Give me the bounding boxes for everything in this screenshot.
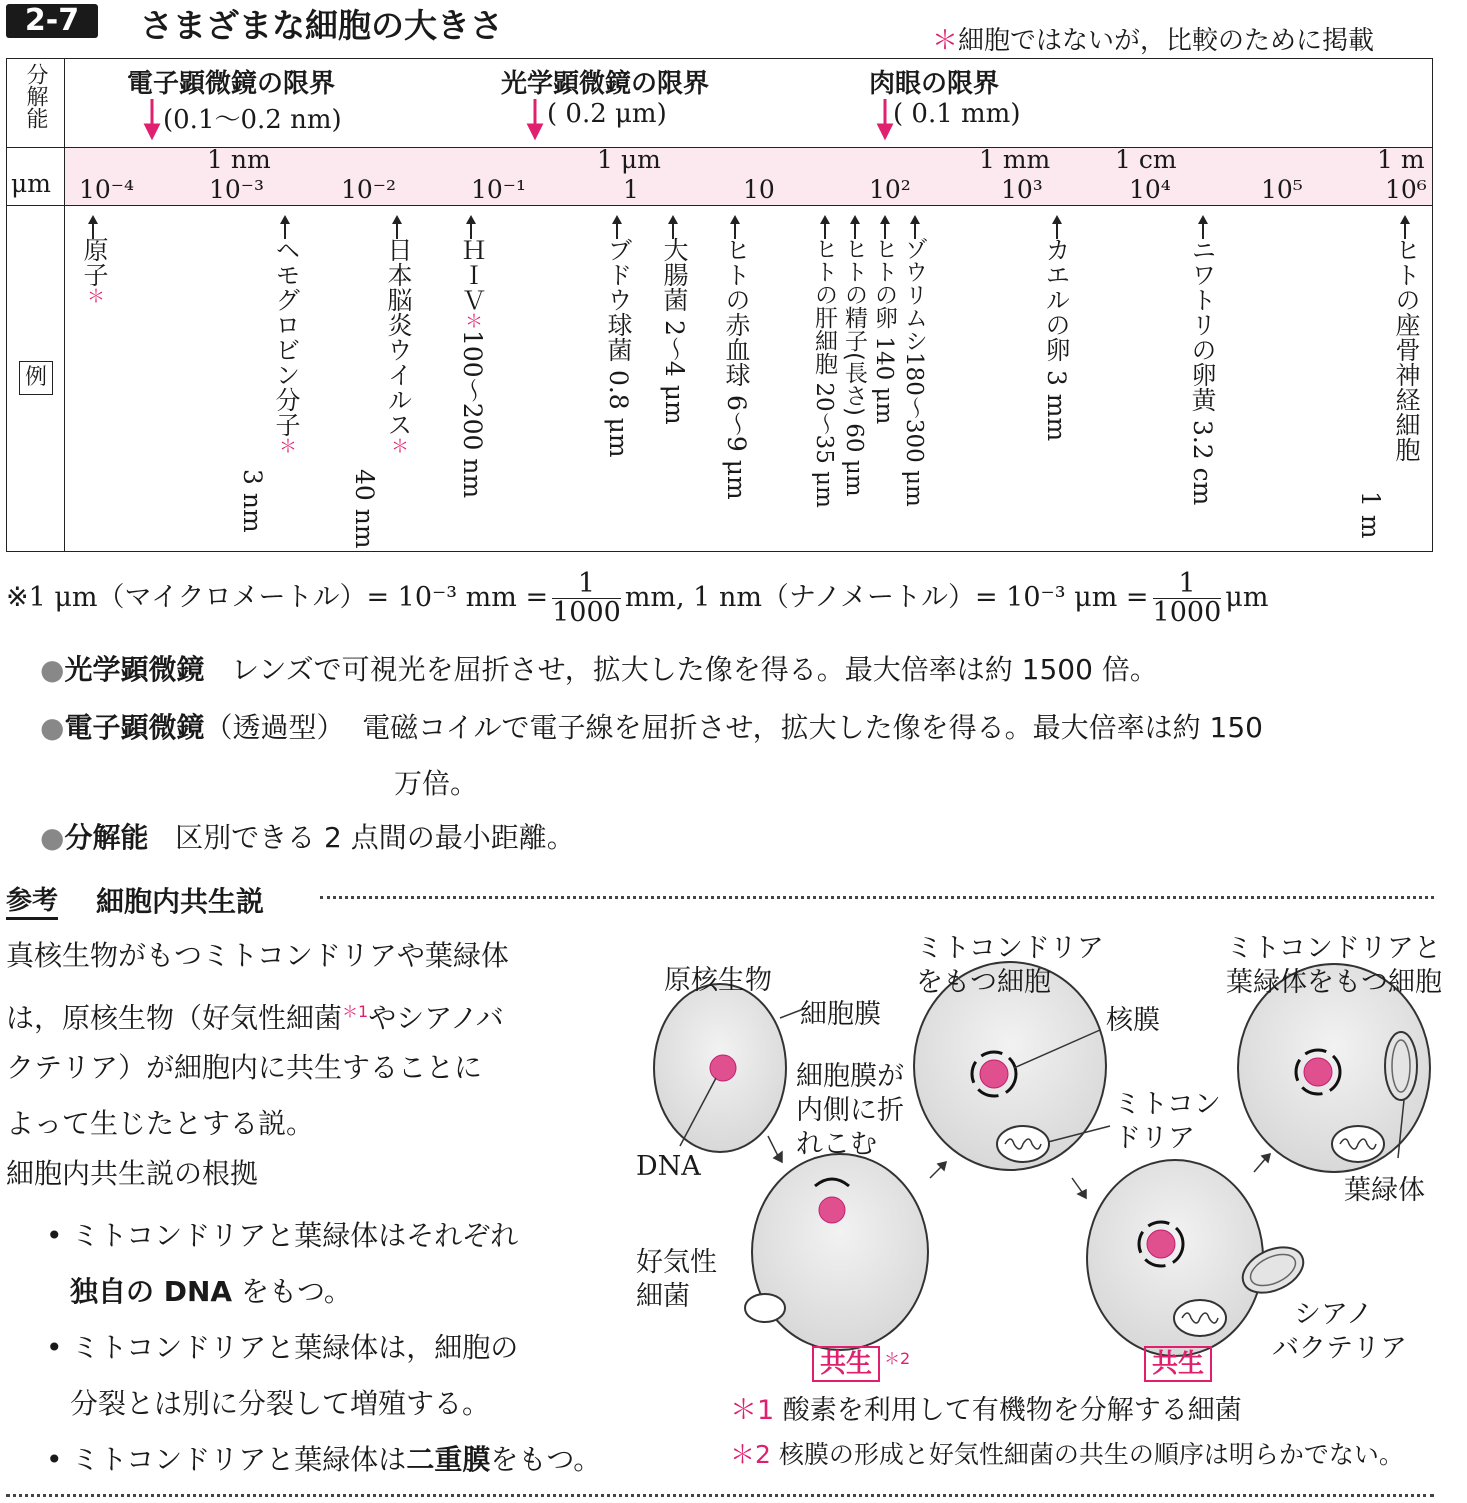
bullet-item — [40, 706, 1263, 750]
bullet-text: レンズで可視光を屈折させ，拡大した像を得る。最大倍率は約 1500 倍。 — [231, 653, 1158, 686]
label-chloroplast: 葉緑体 — [1344, 1175, 1425, 1206]
footnote-ref: ＊2 — [884, 1349, 911, 1368]
reference-badge: 参考 — [6, 880, 58, 920]
intro-line: 真核生物がもつミトコンドリアや葉緑体 — [6, 939, 509, 972]
tick-label: 10⁵ — [1261, 175, 1303, 204]
intro-text: やシアノバ — [368, 1001, 504, 1035]
dna-icon — [819, 1197, 845, 1223]
bullet-item — [40, 816, 575, 860]
tick-label: 10⁻² — [341, 175, 397, 204]
dna-icon — [1147, 1230, 1175, 1258]
fraction-numerator: 1 — [1153, 570, 1222, 599]
label-line: ミトコンドリアと — [1226, 933, 1441, 964]
symbiosis-badge: 共生 — [812, 1346, 880, 1382]
label-line: 葉緑体をもつ細胞 — [1226, 967, 1442, 998]
dotted-rule — [6, 1494, 1434, 1497]
divider — [7, 205, 1432, 206]
unit-um: 1 μm — [597, 145, 661, 174]
bullet-term: 光学顕微鏡 — [64, 653, 205, 686]
example-name: ニワトリの卵黄 — [1188, 237, 1217, 412]
infolding-cell — [752, 1154, 928, 1350]
unit-formula — [6, 566, 1268, 630]
tick-label: 10⁻¹ — [471, 175, 527, 204]
unit-cm: 1 cm — [1115, 145, 1177, 174]
chloroplast-icon — [1385, 1032, 1417, 1100]
intro-line: クテリア）が細胞内に共生することに — [6, 1051, 483, 1084]
evidence-bold: 二重膜 — [406, 1443, 491, 1476]
tick-label: 1 — [623, 175, 639, 204]
fraction-denominator: 1000 — [1152, 597, 1222, 628]
example-staph — [605, 237, 631, 458]
label-line: をもつ細胞 — [916, 967, 1051, 998]
section-title: さまざまな細胞の大きさ — [140, 6, 503, 45]
tick-label: 10⁴ — [1129, 175, 1171, 204]
resolution-lm-value: ( 0.2 μm) — [547, 99, 667, 129]
aerobic-bacteria-icon — [745, 1294, 785, 1322]
bullet-sub: （透過型） — [204, 711, 345, 744]
example-sperm — [841, 237, 867, 497]
cell-size-table — [6, 58, 1433, 552]
footnote-mark: ＊1 — [730, 1395, 775, 1426]
dotted-rule — [320, 896, 1434, 899]
example-name: ヒトの赤血球 — [722, 237, 751, 387]
intro-line: よって生じたとする説。 — [6, 1107, 315, 1140]
example-size: 1 m — [1356, 491, 1385, 539]
star-mark: ＊ — [276, 437, 297, 455]
bullet-term: 分解能 — [64, 821, 149, 854]
dna-icon — [980, 1060, 1008, 1088]
example-size: 20〜35 μm — [811, 382, 837, 508]
tick-label: 10⁶ — [1385, 175, 1427, 204]
example-chicken-yolk — [1189, 237, 1215, 505]
intro-text: は，原核生物（好気性細菌 — [6, 1001, 343, 1035]
evidence-item: • ミトコンドリアと葉緑体は，細胞の — [46, 1331, 519, 1364]
footnote-text: 核膜の形成と好気性細菌の共生の順序は明らかでない。 — [778, 1440, 1404, 1469]
example-name: 大腸菌 — [660, 237, 689, 312]
example-name: ヒトの卵 — [871, 237, 897, 329]
example-paramecium — [901, 237, 927, 507]
example-name: ヘモグロビン分子 — [272, 237, 301, 437]
example-name: 原子 — [80, 237, 109, 287]
footnote-2 — [730, 1438, 1404, 1472]
fraction — [1153, 570, 1222, 627]
example-size: 60 μm — [841, 423, 867, 497]
footnote-1 — [730, 1394, 1242, 1428]
symbiosis-cell — [1087, 1160, 1263, 1356]
evidence-bold: 独自の DNA — [70, 1275, 233, 1308]
label-line: シアノ — [1294, 1299, 1373, 1330]
example-hiv — [459, 237, 485, 498]
example-atom — [81, 237, 107, 305]
bullet-text: 電磁コイルで電子線を屈折させ，拡大した像を得る。最大倍率は約 150 — [362, 711, 1263, 744]
star-mark: ＊ — [462, 312, 483, 330]
label-nuclear-membrane: 核膜 — [1106, 1005, 1160, 1036]
unit-mm: 1 mm — [979, 145, 1051, 174]
example-sciatic-neuron — [1393, 237, 1419, 462]
example-size: 100〜200 nm — [458, 330, 487, 499]
evidence-item: • ミトコンドリアと葉緑体はそれぞれ — [46, 1219, 519, 1252]
example-size: 6〜9 μm — [722, 394, 751, 500]
example-size: 3.2 cm — [1188, 419, 1217, 506]
example-name: ＨＩＶ — [458, 237, 487, 312]
label-line: 内側に折 — [796, 1095, 904, 1126]
example-frog-egg — [1043, 237, 1069, 441]
evidence-text: ミトコンドリアと葉緑体はそれぞれ — [71, 1219, 519, 1252]
example-name: 日本脳炎ウイルス — [384, 237, 413, 437]
down-arrow-icon — [529, 125, 541, 137]
tick-label: 10³ — [1001, 175, 1043, 204]
example-name: ヒトの精子(長さ) — [841, 237, 867, 416]
label-line: ミトコンドリア — [916, 933, 1104, 964]
star-mark: ＊ — [84, 287, 105, 305]
unit-m: 1 m — [1377, 145, 1425, 174]
label-infolding — [796, 1060, 904, 1162]
label-dna: DNA — [636, 1151, 701, 1182]
label-line: 細胞膜が — [796, 1061, 904, 1092]
header-note — [932, 20, 1374, 57]
label-line: バクテリア — [1272, 1333, 1407, 1364]
row-label-resolution: 分解能 — [23, 63, 48, 129]
example-name: ゾウリムシ — [901, 237, 927, 352]
resolution-em-value: (0.1〜0.2 nm) — [163, 105, 342, 135]
fraction-denominator: 1000 — [552, 597, 621, 628]
example-size: 3 mm — [1042, 369, 1071, 442]
label-mito-chloro-cell — [1226, 932, 1442, 1000]
resolution-lm-title: 光学顕微鏡の限界 — [501, 69, 710, 99]
example-size: 3 nm — [238, 469, 267, 533]
bullet-icon: ● — [40, 653, 65, 686]
label-cell-membrane: 細胞膜 — [800, 999, 881, 1030]
evidence-text: をもつ。 — [490, 1443, 602, 1476]
tick-label: 10 — [743, 175, 775, 204]
evidence-item-cont — [70, 1264, 352, 1320]
label-line: 細菌 — [636, 1281, 690, 1312]
label-cyanobacteria — [1272, 1298, 1407, 1366]
evidence-text: ミトコンドリアと葉緑体は — [71, 1443, 407, 1476]
label-line: ドリア — [1114, 1123, 1195, 1154]
example-jev — [385, 237, 411, 455]
label-aerobic-bacteria — [636, 1246, 717, 1314]
example-size: 180〜300 μm — [901, 352, 927, 507]
example-size: 40 nm — [350, 469, 379, 549]
fraction — [552, 570, 621, 627]
example-hemoglobin — [273, 237, 299, 455]
fraction-numerator: 1 — [552, 570, 621, 599]
resolution-em-title: 電子顕微鏡の限界 — [127, 69, 336, 99]
evidence-text: をもつ。 — [241, 1275, 352, 1308]
example-egg — [871, 237, 897, 424]
reference-title: 細胞内共生説 — [96, 885, 265, 918]
example-name: カエルの卵 — [1042, 237, 1071, 362]
example-ecoli — [661, 237, 687, 425]
example-name: ブドウ球菌 — [604, 237, 633, 362]
bullet-icon: ● — [40, 821, 65, 854]
example-name: ヒトの肝細胞 — [811, 237, 837, 375]
bullet-text-cont: 万倍。 — [394, 767, 479, 800]
intro-line — [6, 984, 504, 1046]
tick-label: 10² — [869, 175, 911, 204]
dna-icon — [710, 1055, 736, 1081]
evidence-title: 細胞内共生説の根拠 — [6, 1157, 259, 1190]
example-liver — [811, 237, 837, 508]
example-size: 140 μm — [871, 336, 897, 425]
label-line: ミトコン — [1114, 1089, 1221, 1120]
tick-label: 10⁻³ — [209, 175, 265, 204]
symbiosis-badge: 共生 — [1144, 1346, 1212, 1382]
example-size: 0.8 μm — [604, 369, 633, 458]
formula-part: mm, 1 nm（ナノメートル）= 10⁻³ μm = — [624, 582, 1149, 613]
evidence-text: ミトコンドリアと葉緑体は，細胞の — [71, 1331, 519, 1364]
resolution-eye-title: 肉眼の限界 — [869, 69, 1000, 99]
down-arrow-icon — [146, 125, 158, 137]
dna-icon — [1304, 1058, 1332, 1086]
star-mark: ＊ — [388, 437, 409, 455]
footnote-text: 酸素を利用して有機物を分解する細菌 — [782, 1395, 1242, 1426]
evidence-item-cont: 分裂とは別に分裂して増殖する。 — [70, 1387, 491, 1420]
example-size: 2〜4 μm — [660, 319, 689, 425]
formula-part: ※1 μm（マイクロメートル）= 10⁻³ mm = — [6, 582, 549, 613]
bullet-term: 電子顕微鏡 — [64, 711, 205, 744]
label-prokaryote: 原核生物 — [664, 965, 772, 996]
label-line: 好気性 — [636, 1247, 717, 1278]
example-rbc — [723, 237, 749, 500]
bullet-icon: ● — [40, 711, 65, 744]
bullet-item — [40, 648, 1158, 692]
star-mark: ＊ — [932, 26, 959, 56]
section-badge: 2-7 — [6, 4, 98, 38]
unit-nm: 1 nm — [207, 145, 271, 174]
footnote-ref: ＊1 — [342, 1002, 369, 1021]
resolution-arrows — [7, 59, 1434, 149]
tick-label: 10⁻⁴ — [79, 175, 135, 204]
label-line: れこむ — [796, 1129, 877, 1160]
down-arrow-icon — [879, 125, 891, 137]
footnote-mark: ＊2 — [730, 1440, 771, 1469]
label-mitochondria — [1114, 1088, 1221, 1156]
example-name: ヒトの座骨神経細胞 — [1392, 237, 1421, 462]
resolution-eye-value: ( 0.1 mm) — [893, 99, 1021, 129]
bullet-text: 区別できる 2 点間の最小距離。 — [175, 821, 575, 854]
header-note-text: 細胞ではないが，比較のために掲載 — [958, 26, 1375, 56]
row-label-example: 例 — [19, 361, 53, 395]
label-mito-cell — [916, 932, 1104, 1000]
evidence-item: • ミトコンドリアと葉緑体は二重膜をもつ。 — [46, 1443, 602, 1476]
formula-part: μm — [1225, 582, 1269, 613]
row-label-unit: μm — [11, 169, 51, 198]
